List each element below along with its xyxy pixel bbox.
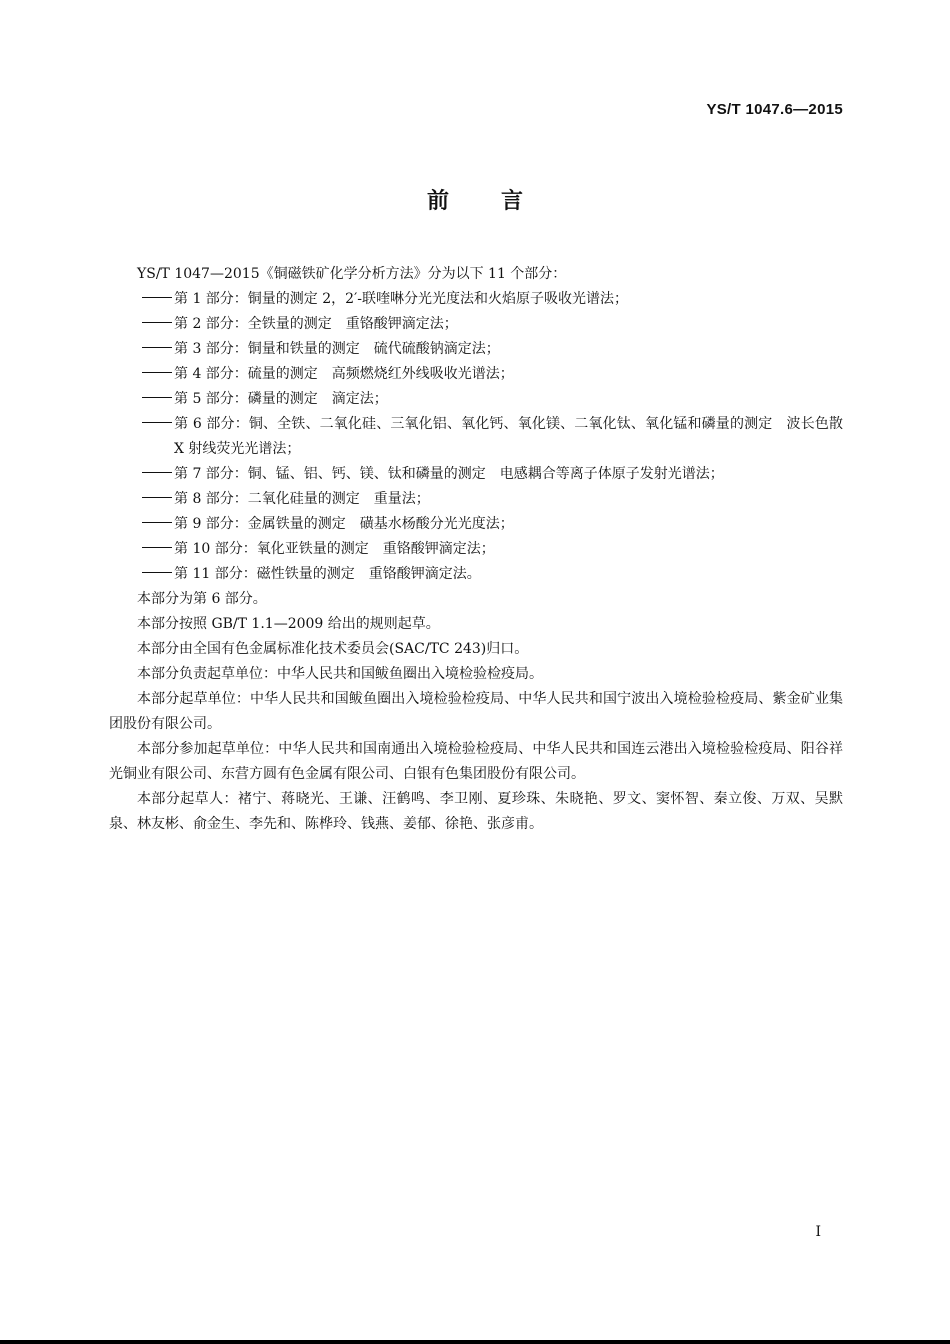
list-item-part-9: 第 9 部分：金属铁量的测定 磺基水杨酸分光光度法； <box>109 512 843 537</box>
list-item-part-11: 第 11 部分：磁性铁量的测定 重铬酸钾滴定法。 <box>109 562 843 587</box>
drafting-units: 本部分起草单位：中华人民共和国鲅鱼圈出入境检验检疫局、中华人民共和国宁波出入境检验检疫局、紫金矿业集团股份有限公司。 <box>109 691 843 732</box>
page-number: I <box>815 1224 821 1240</box>
dash-bullet <box>142 362 174 387</box>
intro-paragraph: YS/T 1047—2015《铜磁铁矿化学分析方法》分为以下 11 个部分： <box>137 266 567 282</box>
drafters: 本部分起草人：褚宁、蒋晓光、王谦、汪鹤鸣、李卫刚、夏珍珠、朱晓艳、罗文、窦怀智、秦立俊、万双、吴默泉、林友彬、俞金生、李先和、陈桦玲、钱燕、姜郁、徐艳、张彦甫。 <box>109 791 843 832</box>
dash-bullet <box>142 487 174 512</box>
list-item-part-1: 第 1 部分：铜量的测定 2，2′-联喹啉分光光度法和火焰原子吸收光谱法； <box>109 287 843 312</box>
drafting-rules: 本部分按照 GB/T 1.1—2009 给出的规则起草。 <box>137 616 440 632</box>
list-item-part-6: 第 6 部分：铜、全铁、二氧化硅、三氧化铝、氧化钙、氧化镁、二氧化钛、氧化锰和磷量的测定 波长色散 X 射线荧光光谱法； <box>109 412 843 462</box>
responsible-drafting-unit: 本部分负责起草单位：中华人民共和国鲅鱼圈出入境检验检疫局。 <box>137 666 543 682</box>
list-item-part-2: 第 2 部分：全铁量的测定 重铬酸钾滴定法； <box>109 312 843 337</box>
dash-bullet <box>142 562 174 587</box>
dash-bullet <box>142 312 174 337</box>
dash-bullet <box>142 462 174 487</box>
page-title: 前言 <box>426 189 575 214</box>
list-item-part-5: 第 5 部分：磷量的测定 滴定法； <box>109 387 843 412</box>
parts-list <box>109 287 843 587</box>
participating-drafting-units: 本部分参加起草单位：中华人民共和国南通出入境检验检疫局、中华人民共和国连云港出入境检验检疫局、阳谷祥光铜业有限公司、东营方圆有色金属有限公司、白银有色集团股份有限公司。 <box>109 741 843 782</box>
part-statement: 本部分为第 6 部分。 <box>137 591 267 607</box>
list-item-part-8: 第 8 部分：二氧化硅量的测定 重量法； <box>109 487 843 512</box>
bottom-divider <box>0 1340 950 1344</box>
standard-number: YS/T 1047.6—2015 <box>706 101 843 118</box>
dash-bullet <box>142 337 174 362</box>
dash-bullet <box>142 537 174 562</box>
dash-bullet <box>142 287 174 312</box>
list-item-part-10: 第 10 部分：氧化亚铁量的测定 重铬酸钾滴定法； <box>109 537 843 562</box>
dash-bullet <box>142 412 174 437</box>
dash-bullet <box>142 512 174 537</box>
foreword-body <box>109 262 843 837</box>
list-item-part-3: 第 3 部分：铜量和铁量的测定 硫代硫酸钠滴定法； <box>109 337 843 362</box>
list-item-part-4: 第 4 部分：硫量的测定 高频燃烧红外线吸收光谱法； <box>109 362 843 387</box>
list-item-part-7: 第 7 部分：铜、锰、铝、钙、镁、钛和磷量的测定 电感耦合等离子体原子发射光谱法； <box>109 462 843 487</box>
committee-statement: 本部分由全国有色金属标准化技术委员会(SAC/TC 243)归口。 <box>137 641 529 657</box>
dash-bullet <box>142 387 174 412</box>
